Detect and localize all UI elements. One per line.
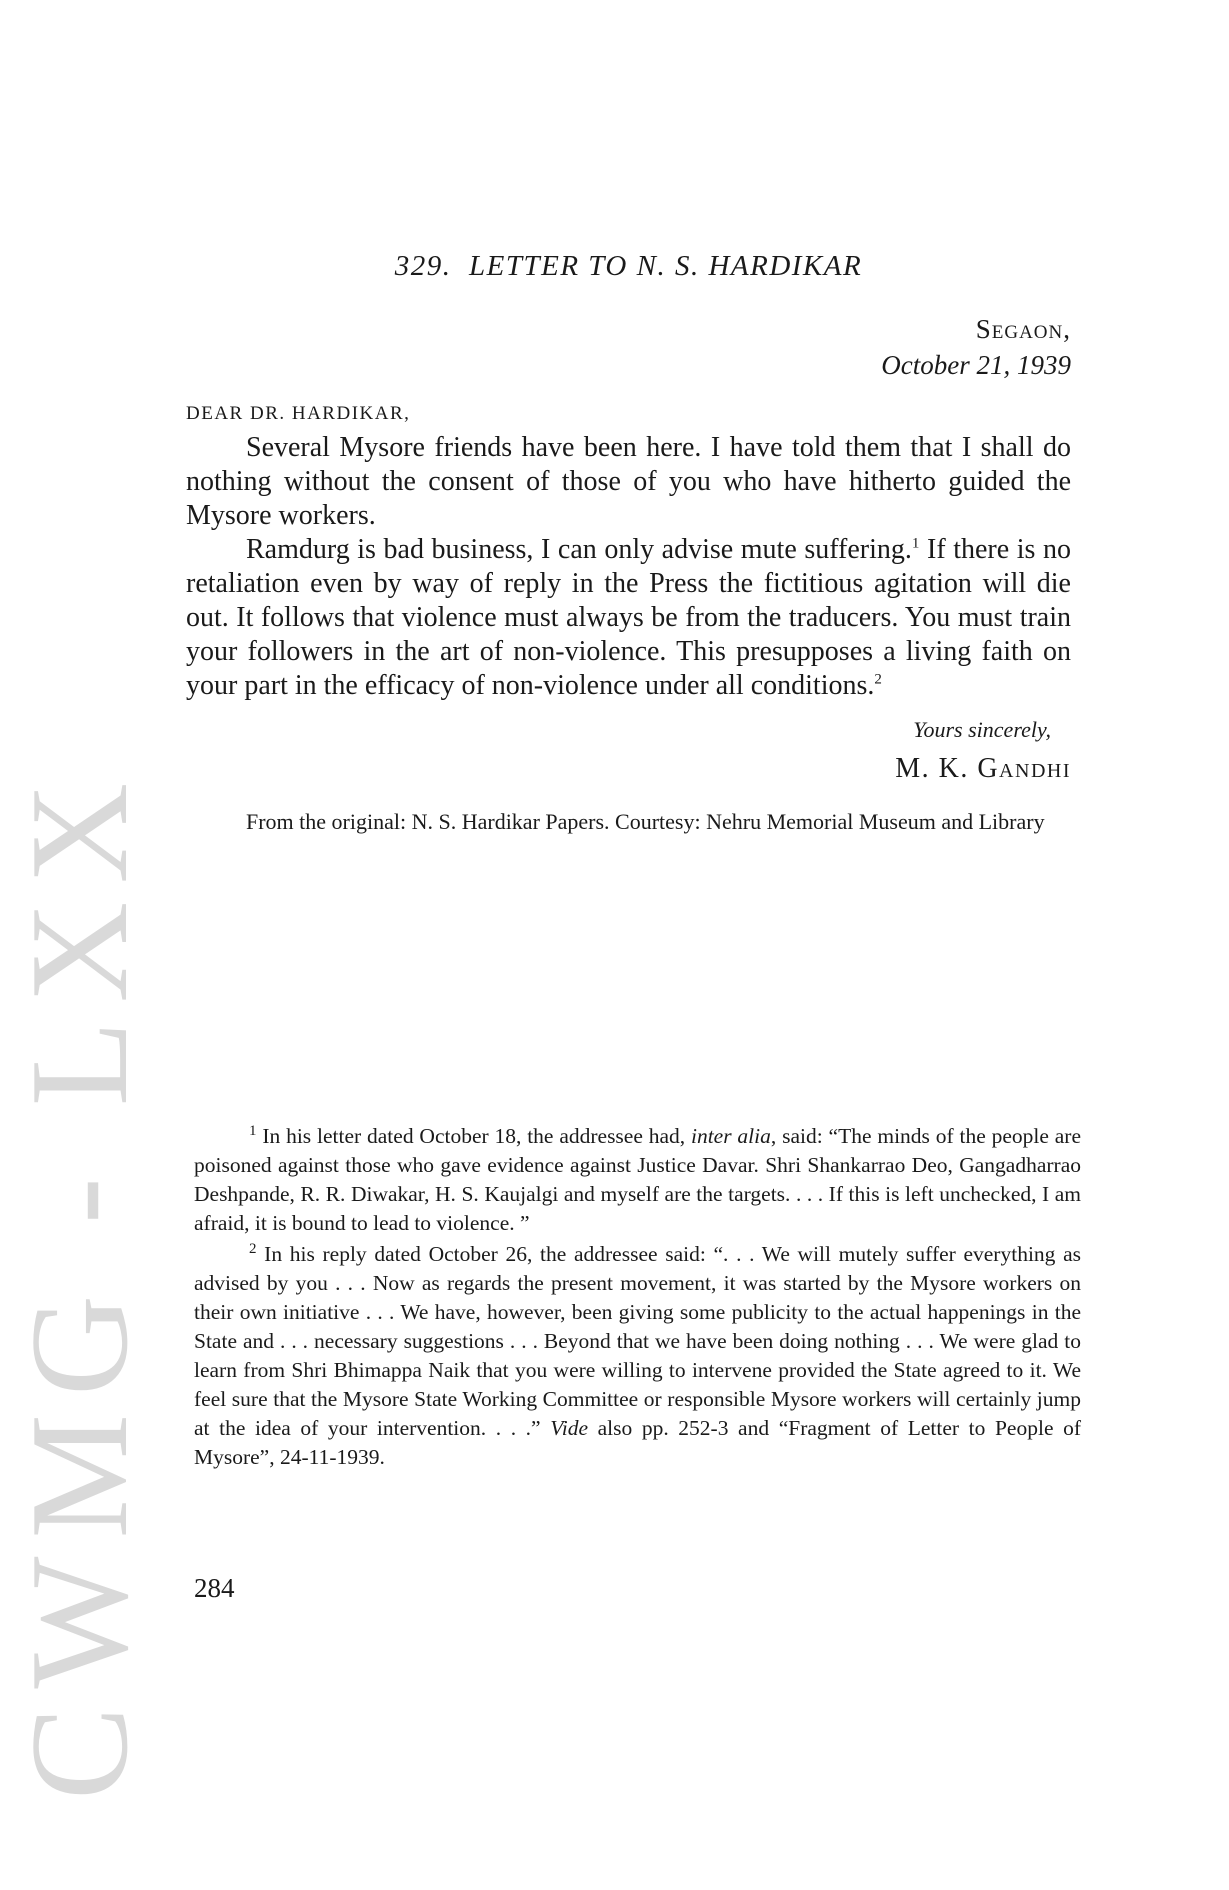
- page-number: 284: [194, 1573, 235, 1603]
- paragraph-2-part-a: Ramdurg is bad business, I can only advise mute suffering.: [246, 534, 912, 565]
- page-title: [186, 250, 1071, 283]
- footnote-2-text-b: also pp. 252-3 and “Fragment of Letter to People of Mysore”, 24-11-1939.: [194, 1416, 1081, 1469]
- footnote-ref-1: 1: [911, 535, 920, 552]
- letter-title: LETTER TO N. S. HARDIKAR: [469, 250, 863, 282]
- dateline-place: Segaon,: [975, 314, 1071, 344]
- footnote-2-text-a: In his reply dated October 26, the addressee said: “. . . We will mutely suffer everything as advised by you . . . Now as regards the present movement, it was started by the Mysore workers on their own initiative . . . We have, however, been giving some publicity to the actual happenings in the State and . . . necessary suggestions . . . Beyond that we have been doing nothing . . . We were glad to learn from Shri Bhimappa Naik that you were willing to intervene provided the State agreed to it. We feel sure that the Mysore State Working Committee or responsible Mysore workers will certainly jump at the idea of your intervention. . . .”: [194, 1242, 1081, 1440]
- footnote-2: [194, 1240, 1081, 1472]
- paragraph-2: [186, 533, 1071, 703]
- paragraph-1: Several Mysore friends have been here. I have told them that I shall do nothing without the consent of those of you who have hitherto guided the Mysore workers.: [186, 432, 1071, 531]
- footnotes: [194, 1122, 1081, 1474]
- signature: M. K. Gandhi: [895, 753, 1071, 784]
- footnote-2-mark: 2: [249, 1240, 257, 1257]
- footnote-1-text-a: In his letter dated October 18, the addressee had,: [256, 1124, 691, 1148]
- footnote-2-italic: Vide: [550, 1416, 589, 1440]
- dateline-date: October 21, 1939: [881, 350, 1071, 380]
- footnote-1: [194, 1122, 1081, 1238]
- paragraph-2-part-b: If there is no retaliation even by way of reply in the Press the fictitious agitation will die out. It follows that violence must always be from the traducers. You must train your followers in the art of non-violence. This presupposes a living faith on your part in the efficacy of non-violence under all conditions.: [186, 534, 1071, 701]
- watermark: CWMG - LXX: [2, 764, 157, 1800]
- footnote-1-mark: 1: [249, 1122, 257, 1139]
- footnote-1-text-b: , said: “The minds of the people are poisoned against those who gave evidence against Justice Davar. Shri Shankarrao Deo, Gangadharrao Deshpande, R. R. Diwakar, H. S. Kaujalgi and myself are the targets. . . . If this is left unchecked, I am afraid, it is bound to lead to violence. ”: [194, 1124, 1082, 1235]
- closing: Yours sincerely,: [913, 717, 1051, 742]
- letter-body: [186, 250, 1071, 838]
- letter-number: 329.: [394, 250, 452, 282]
- footnote-ref-2: 2: [874, 671, 882, 688]
- footnote-1-italic: inter alia: [690, 1124, 771, 1148]
- source-note: From the original: N. S. Hardikar Papers. Courtesy: Nehru Memorial Museum and Library: [246, 809, 1045, 834]
- salutation: DEAR DR. HARDIKAR,: [186, 403, 411, 424]
